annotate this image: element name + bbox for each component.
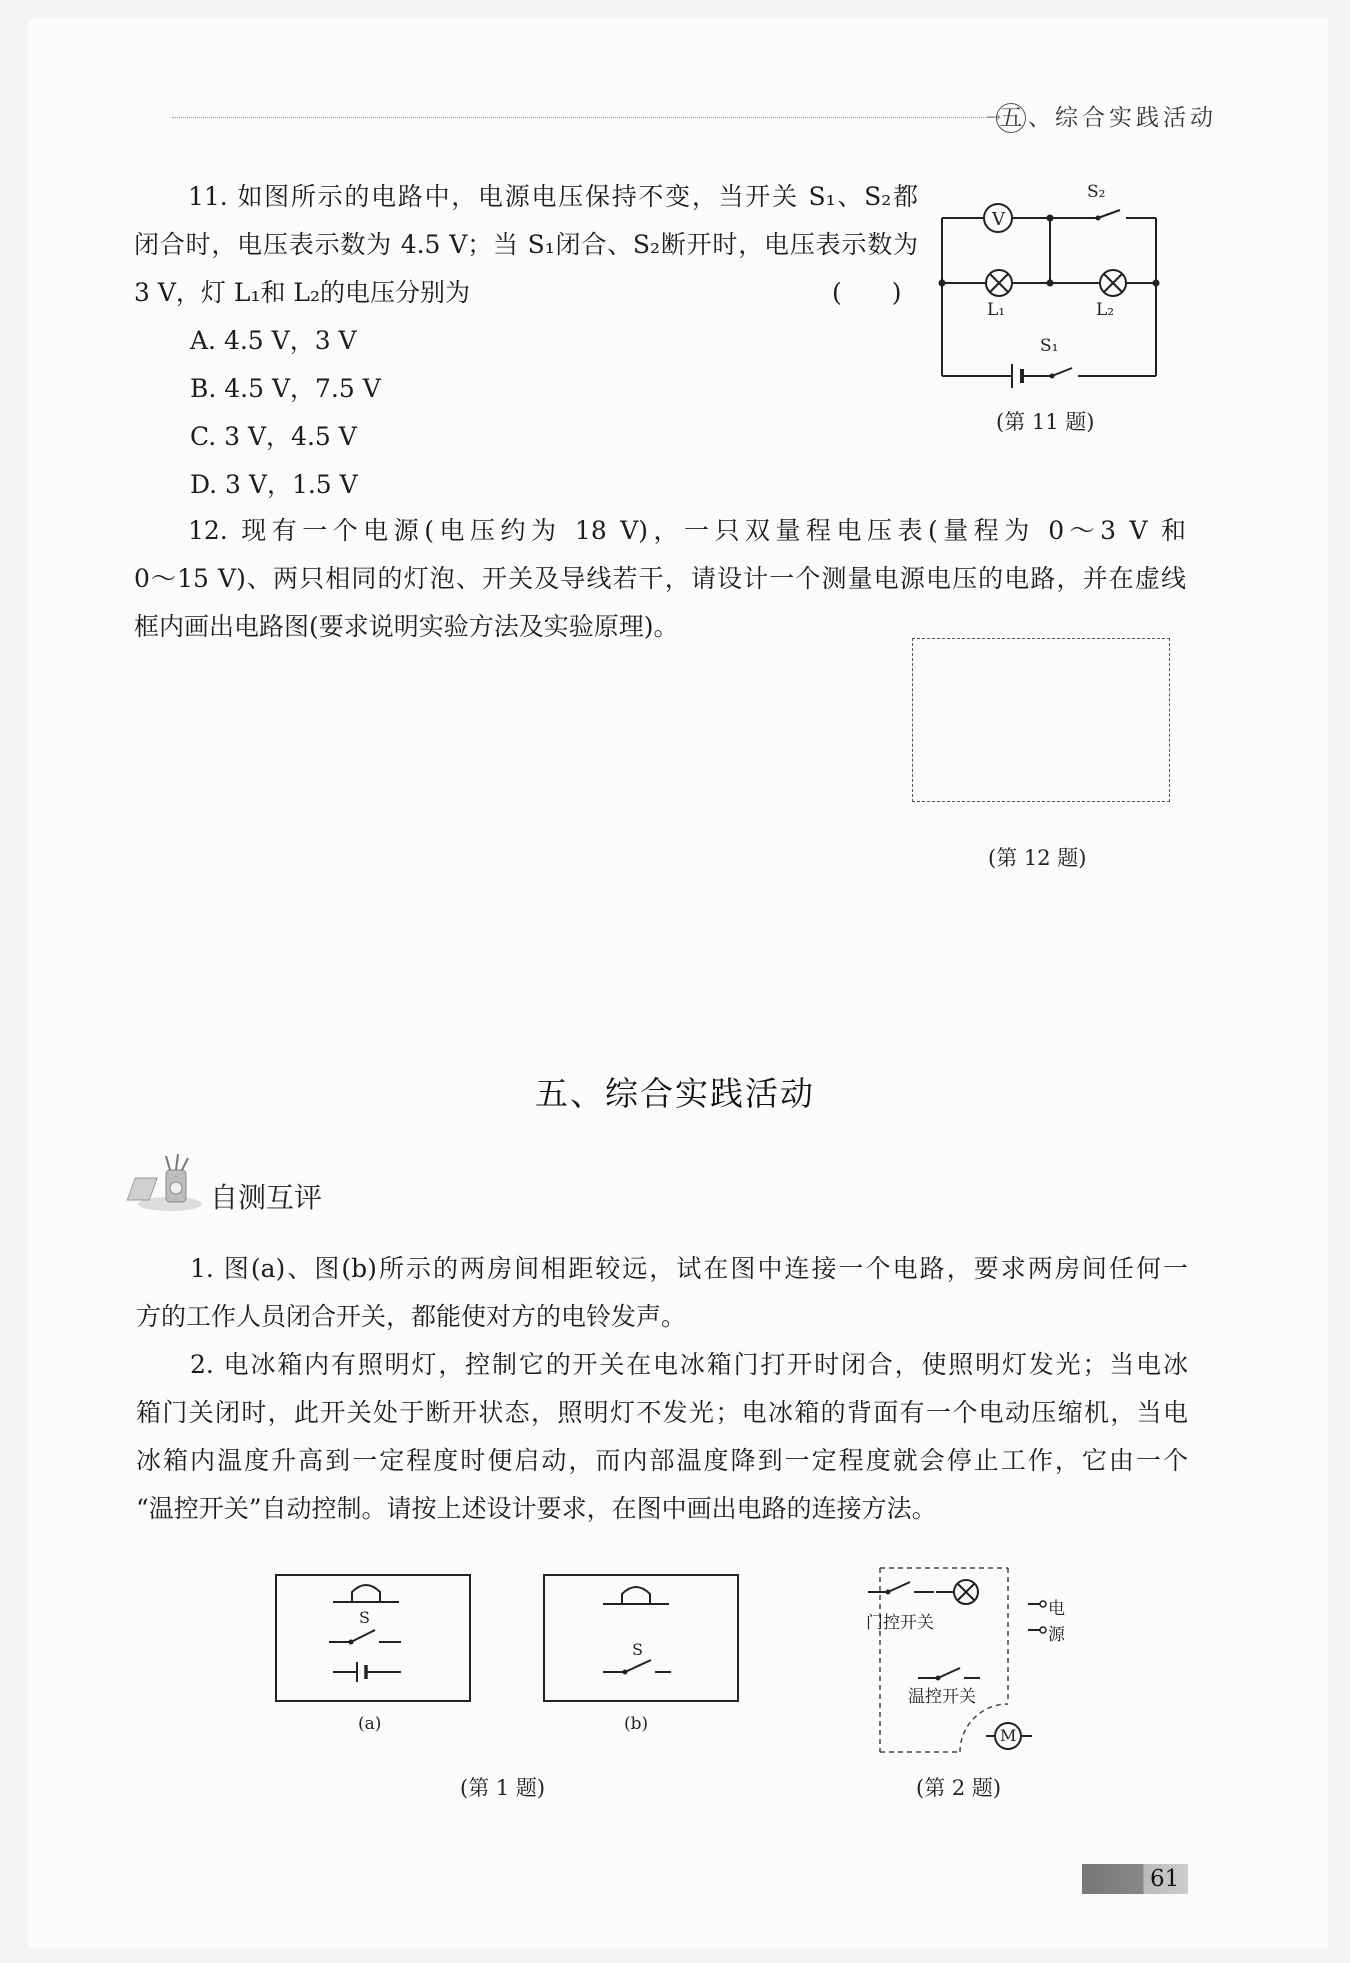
fig1a-switch-label: S: [359, 1608, 370, 1627]
fig1-caption: (第 1 题): [460, 1776, 546, 1800]
q11-l2-label: L₂: [1096, 300, 1115, 320]
q11-l1-label: L₁: [987, 300, 1006, 320]
section-title: 五、综合实践活动: [535, 1074, 815, 1113]
header-title-text: 、综合实践活动: [1028, 105, 1217, 131]
pencil-cup-icon: [136, 1154, 206, 1214]
q11-option-a: A. 4.5 V，3 V: [190, 326, 357, 355]
header-circled-char: 五: [996, 103, 1026, 133]
fig1b-switch-label: S: [632, 1640, 643, 1659]
q12-line-2: 0～15 V)、两只相同的灯泡、开关及导线若干，请设计一个测量电源电压的电路，并在虚线: [134, 564, 1186, 593]
q12-line-1: 12. 现有一个电源(电压约为 18 V)，一只双量程电压表(量程为 0～3 V 和: [188, 516, 1186, 545]
header-rule: [172, 117, 992, 118]
p1-line-2: 方的工作人员闭合开关，都能使对方的电铃发声。: [136, 1302, 687, 1331]
q11-option-d: D. 3 V，1.5 V: [190, 470, 358, 499]
fig2-door-switch-label: 门控开关: [866, 1613, 934, 1633]
fig1a-label: (a): [358, 1714, 382, 1734]
p2-line-2: 箱门关闭时，此开关处于断开状态，照明灯不发光；电冰箱的背面有一个电动压缩机，当电: [136, 1398, 1188, 1427]
fig1a-room-diagram: [275, 1574, 471, 1702]
fig2-temp-switch-label: 温控开关: [908, 1687, 976, 1707]
fig2-fridge-diagram: [862, 1566, 1062, 1766]
q11-line-1: 11. 如图所示的电路中，电源电压保持不变，当开关 S₁、S₂都: [188, 182, 918, 211]
fig2-power-label-bottom: 源: [1048, 1625, 1065, 1645]
fig2-power-label-top: 电: [1048, 1599, 1065, 1619]
header-arrow-icon: →: [986, 107, 1002, 128]
q11-figure-caption: (第 11 题): [996, 410, 1095, 434]
p2-line-4: “温控开关”自动控制。请按上述设计要求，在图中画出电路的连接方法。: [136, 1494, 937, 1523]
q11-line-2: 闭合时，电压表示数为 4.5 V；当 S₁闭合、S₂断开时，电压表示数为: [134, 230, 918, 259]
fig2-caption: (第 2 题): [916, 1776, 1002, 1800]
q11-circuit-diagram: [930, 180, 1170, 400]
q11-voltmeter-label: V: [992, 209, 1005, 230]
subhead-self-test: 自测互评: [210, 1181, 323, 1214]
q12-answer-box[interactable]: [912, 638, 1170, 802]
q11-line-3: 3 V，灯 L₁和 L₂的电压分别为: [134, 278, 471, 307]
fig1b-label: (b): [624, 1714, 649, 1734]
q11-option-b: B. 4.5 V，7.5 V: [190, 374, 381, 403]
p2-line-3: 冰箱内温度升高到一定程度时便启动，而内部温度降到一定程度就会停止工作，它由一个: [136, 1446, 1188, 1475]
running-header: [996, 99, 1217, 133]
page-number: 61: [1150, 1866, 1180, 1892]
fig1b-room-diagram: [543, 1574, 739, 1702]
q11-option-c: C. 3 V，4.5 V: [190, 422, 357, 451]
q12-line-3: 框内画出电路图(要求说明实验方法及实验原理)。: [134, 612, 679, 641]
q12-figure-caption: (第 12 题): [988, 846, 1087, 870]
fig2-motor-label: M: [1000, 1726, 1017, 1745]
q11-answer-bracket: ( ): [832, 278, 902, 307]
p2-line-1: 2. 电冰箱内有照明灯，控制它的开关在电冰箱门打开时闭合，使照明灯发光；当电冰: [190, 1350, 1188, 1379]
q11-s2-label: S₂: [1087, 182, 1106, 202]
p1-line-1: 1. 图(a)、图(b)所示的两房间相距较远，试在图中连接一个电路，要求两房间任何一: [190, 1254, 1188, 1283]
q11-s1-label: S₁: [1040, 336, 1059, 356]
